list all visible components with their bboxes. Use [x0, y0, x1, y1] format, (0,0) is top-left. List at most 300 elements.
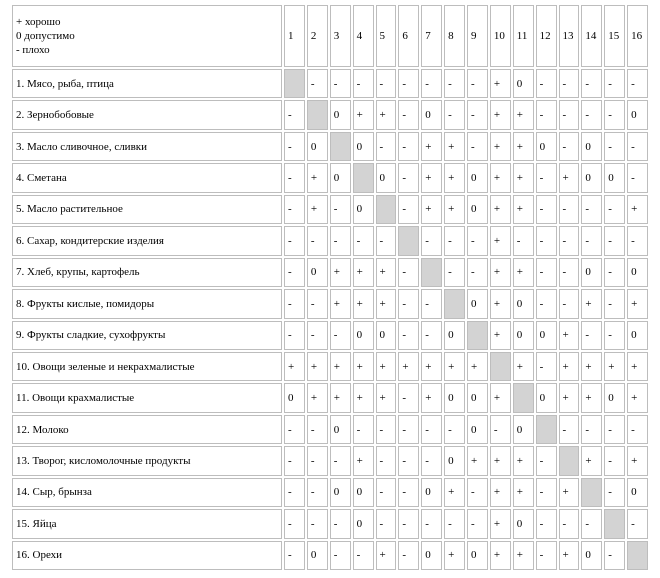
- compat-cell: +: [376, 383, 397, 412]
- compat-cell: 0: [353, 321, 374, 350]
- compat-cell: 0: [330, 163, 351, 192]
- compat-cell: -: [284, 226, 305, 255]
- compat-cell: -: [376, 132, 397, 161]
- compat-cell: -: [284, 509, 305, 538]
- column-header-16: 16: [627, 5, 648, 67]
- compat-cell: 0: [330, 100, 351, 129]
- compat-cell: -: [581, 69, 602, 98]
- compat-cell: +: [421, 352, 442, 381]
- compat-cell: 0: [467, 541, 488, 570]
- compat-cell: +: [513, 100, 534, 129]
- table-row: [12, 352, 648, 381]
- compat-cell: -: [376, 446, 397, 475]
- compat-cell: 0: [353, 195, 374, 224]
- compat-cell: -: [627, 163, 648, 192]
- compat-cell: +: [604, 352, 625, 381]
- compat-cell: -: [627, 509, 648, 538]
- compat-cell: -: [536, 226, 557, 255]
- row-label: 1. Мясо, рыба, птица: [12, 69, 282, 98]
- compat-cell: -: [490, 415, 511, 444]
- compat-cell: -: [536, 258, 557, 287]
- table-row: [12, 415, 648, 444]
- compat-cell: +: [559, 383, 580, 412]
- compat-cell: -: [284, 415, 305, 444]
- table-row: [12, 226, 648, 255]
- compat-cell: +: [421, 132, 442, 161]
- table-row: [12, 446, 648, 475]
- compat-cell: 0: [513, 289, 534, 318]
- compat-cell: -: [604, 132, 625, 161]
- compat-cell: -: [627, 415, 648, 444]
- compat-cell: -: [421, 69, 442, 98]
- legend-acceptable: 0 допустимо: [16, 30, 75, 42]
- compat-cell: -: [604, 226, 625, 255]
- diagonal-cell: [513, 383, 534, 412]
- diagonal-cell: [536, 415, 557, 444]
- compat-cell: -: [581, 415, 602, 444]
- compat-cell: -: [559, 132, 580, 161]
- compat-cell: 0: [604, 383, 625, 412]
- compat-cell: +: [353, 352, 374, 381]
- compat-cell: -: [444, 226, 465, 255]
- compat-cell: 0: [536, 132, 557, 161]
- compat-cell: -: [284, 321, 305, 350]
- compat-cell: -: [330, 69, 351, 98]
- compat-cell: 0: [467, 289, 488, 318]
- compat-cell: +: [513, 195, 534, 224]
- compat-cell: -: [353, 541, 374, 570]
- legend: [12, 5, 282, 67]
- column-header-5: 5: [376, 5, 397, 67]
- compat-cell: 0: [467, 383, 488, 412]
- compat-cell: +: [398, 352, 419, 381]
- diagonal-cell: [376, 195, 397, 224]
- compat-cell: -: [398, 509, 419, 538]
- compat-cell: +: [627, 383, 648, 412]
- column-header-3: 3: [330, 5, 351, 67]
- compat-cell: +: [376, 100, 397, 129]
- diagonal-cell: [604, 509, 625, 538]
- compat-cell: +: [490, 163, 511, 192]
- compat-cell: -: [559, 69, 580, 98]
- compat-cell: +: [376, 352, 397, 381]
- compat-cell: -: [353, 226, 374, 255]
- compat-cell: -: [536, 352, 557, 381]
- compat-cell: 0: [536, 321, 557, 350]
- compat-cell: -: [398, 478, 419, 507]
- compat-cell: -: [330, 541, 351, 570]
- compat-cell: +: [467, 446, 488, 475]
- compat-cell: 0: [444, 383, 465, 412]
- compat-cell: 0: [467, 195, 488, 224]
- compat-cell: 0: [581, 163, 602, 192]
- compat-cell: -: [398, 69, 419, 98]
- compat-cell: 0: [467, 163, 488, 192]
- compat-cell: -: [581, 100, 602, 129]
- compat-cell: 0: [421, 541, 442, 570]
- table-row: [12, 100, 648, 129]
- compat-cell: -: [559, 226, 580, 255]
- compat-cell: -: [376, 226, 397, 255]
- compat-cell: 0: [353, 509, 374, 538]
- row-label: 10. Овощи зеленые и некрахмалистые: [12, 352, 282, 381]
- column-header-15: 15: [604, 5, 625, 67]
- compat-cell: -: [559, 415, 580, 444]
- compat-cell: +: [353, 383, 374, 412]
- compat-cell: +: [513, 478, 534, 507]
- compat-cell: -: [581, 509, 602, 538]
- column-header-14: 14: [581, 5, 602, 67]
- compat-cell: +: [444, 352, 465, 381]
- compat-cell: -: [307, 226, 328, 255]
- row-label: 11. Овощи крахмалистые: [12, 383, 282, 412]
- compat-cell: -: [627, 69, 648, 98]
- table-row: [12, 321, 648, 350]
- compat-cell: -: [398, 321, 419, 350]
- table-row: [12, 478, 648, 507]
- compat-cell: -: [398, 415, 419, 444]
- column-header-4: 4: [353, 5, 374, 67]
- compat-cell: -: [444, 100, 465, 129]
- compat-cell: +: [490, 195, 511, 224]
- compat-cell: -: [398, 195, 419, 224]
- compat-cell: -: [536, 163, 557, 192]
- diagonal-cell: [444, 289, 465, 318]
- compat-cell: -: [536, 289, 557, 318]
- row-label: 12. Молоко: [12, 415, 282, 444]
- compat-cell: +: [421, 195, 442, 224]
- compat-cell: +: [307, 195, 328, 224]
- compat-cell: -: [398, 132, 419, 161]
- compat-cell: -: [444, 258, 465, 287]
- table-body: [12, 69, 648, 570]
- compat-cell: 0: [330, 415, 351, 444]
- compat-cell: +: [559, 321, 580, 350]
- row-label: 7. Хлеб, крупы, картофель: [12, 258, 282, 287]
- compat-cell: -: [536, 100, 557, 129]
- column-header-9: 9: [467, 5, 488, 67]
- legend-good: + хорошо: [16, 16, 61, 28]
- compat-cell: +: [513, 446, 534, 475]
- compat-cell: -: [421, 446, 442, 475]
- compat-cell: +: [444, 478, 465, 507]
- compat-cell: -: [330, 509, 351, 538]
- compat-cell: -: [444, 69, 465, 98]
- compat-cell: +: [490, 226, 511, 255]
- row-label: 8. Фрукты кислые, помидоры: [12, 289, 282, 318]
- compat-cell: +: [627, 289, 648, 318]
- compat-cell: -: [398, 163, 419, 192]
- compat-cell: +: [353, 289, 374, 318]
- compat-cell: -: [604, 100, 625, 129]
- compat-cell: 0: [444, 446, 465, 475]
- compat-cell: +: [490, 69, 511, 98]
- diagonal-cell: [490, 352, 511, 381]
- compat-cell: -: [421, 226, 442, 255]
- compat-cell: -: [398, 100, 419, 129]
- compat-cell: +: [513, 132, 534, 161]
- table-header-row: [12, 5, 648, 67]
- diagonal-cell: [467, 321, 488, 350]
- compat-cell: +: [353, 258, 374, 287]
- compat-cell: -: [467, 69, 488, 98]
- compat-cell: -: [284, 258, 305, 287]
- table-row: [12, 383, 648, 412]
- compat-cell: -: [284, 100, 305, 129]
- compat-cell: 0: [627, 478, 648, 507]
- compat-cell: -: [307, 289, 328, 318]
- compat-cell: -: [467, 100, 488, 129]
- compat-cell: -: [536, 446, 557, 475]
- compat-cell: +: [513, 352, 534, 381]
- legend-bad: - плохо: [16, 44, 50, 56]
- compat-cell: -: [398, 258, 419, 287]
- compat-cell: +: [330, 258, 351, 287]
- compat-cell: +: [467, 352, 488, 381]
- column-header-13: 13: [559, 5, 580, 67]
- compat-cell: -: [307, 478, 328, 507]
- compat-cell: -: [627, 226, 648, 255]
- compat-cell: +: [559, 541, 580, 570]
- compat-cell: -: [376, 69, 397, 98]
- table-row: [12, 509, 648, 538]
- compat-cell: +: [581, 383, 602, 412]
- compat-cell: -: [421, 289, 442, 318]
- compat-cell: 0: [376, 321, 397, 350]
- table-row: [12, 163, 648, 192]
- compat-cell: -: [421, 321, 442, 350]
- compat-cell: -: [284, 289, 305, 318]
- column-header-2: 2: [307, 5, 328, 67]
- table-row: [12, 195, 648, 224]
- compat-cell: -: [330, 446, 351, 475]
- compat-cell: -: [536, 69, 557, 98]
- compat-cell: 0: [376, 163, 397, 192]
- column-header-10: 10: [490, 5, 511, 67]
- row-label: 3. Масло сливочное, сливки: [12, 132, 282, 161]
- compat-cell: -: [284, 132, 305, 161]
- compat-cell: +: [307, 352, 328, 381]
- compat-cell: -: [467, 132, 488, 161]
- row-label: 2. Зернобобовые: [12, 100, 282, 129]
- compat-cell: +: [490, 321, 511, 350]
- compat-cell: -: [467, 478, 488, 507]
- diagonal-cell: [627, 541, 648, 570]
- compat-cell: +: [581, 352, 602, 381]
- compat-cell: 0: [536, 383, 557, 412]
- compat-cell: +: [513, 258, 534, 287]
- compat-cell: +: [490, 100, 511, 129]
- compat-cell: -: [604, 541, 625, 570]
- table-row: [12, 258, 648, 287]
- compat-cell: 0: [307, 132, 328, 161]
- compat-cell: +: [627, 352, 648, 381]
- compat-cell: -: [421, 415, 442, 444]
- row-label: 9. Фрукты сладкие, сухофрукты: [12, 321, 282, 350]
- compat-cell: -: [513, 226, 534, 255]
- row-label: 14. Сыр, брынза: [12, 478, 282, 507]
- compat-cell: -: [581, 195, 602, 224]
- compat-cell: +: [307, 383, 328, 412]
- compat-cell: +: [490, 509, 511, 538]
- compat-cell: -: [627, 132, 648, 161]
- compat-cell: -: [604, 289, 625, 318]
- compat-cell: -: [604, 69, 625, 98]
- compat-cell: -: [330, 321, 351, 350]
- row-label: 6. Сахар, кондитерские изделия: [12, 226, 282, 255]
- compat-cell: +: [559, 478, 580, 507]
- compat-cell: 0: [513, 69, 534, 98]
- compat-cell: 0: [581, 258, 602, 287]
- compat-cell: +: [421, 383, 442, 412]
- compat-cell: +: [284, 352, 305, 381]
- compat-cell: 0: [284, 383, 305, 412]
- compat-cell: +: [490, 478, 511, 507]
- diagonal-cell: [581, 478, 602, 507]
- diagonal-cell: [307, 100, 328, 129]
- compat-cell: +: [627, 195, 648, 224]
- compat-cell: 0: [627, 100, 648, 129]
- column-header-8: 8: [444, 5, 465, 67]
- compat-cell: 0: [421, 100, 442, 129]
- diagonal-cell: [284, 69, 305, 98]
- compat-cell: -: [376, 509, 397, 538]
- compat-cell: -: [284, 541, 305, 570]
- diagonal-cell: [330, 132, 351, 161]
- compat-cell: -: [604, 415, 625, 444]
- compat-cell: -: [581, 226, 602, 255]
- diagonal-cell: [353, 163, 374, 192]
- compat-cell: +: [444, 163, 465, 192]
- compat-cell: -: [307, 446, 328, 475]
- compat-cell: -: [444, 415, 465, 444]
- compat-cell: +: [353, 446, 374, 475]
- compat-cell: -: [604, 258, 625, 287]
- compat-cell: 0: [307, 541, 328, 570]
- compat-cell: -: [376, 415, 397, 444]
- compat-cell: -: [604, 478, 625, 507]
- column-header-7: 7: [421, 5, 442, 67]
- compat-cell: 0: [581, 541, 602, 570]
- compat-cell: -: [284, 446, 305, 475]
- compat-cell: -: [398, 383, 419, 412]
- compat-cell: -: [467, 258, 488, 287]
- compat-cell: 0: [307, 258, 328, 287]
- compat-cell: -: [536, 195, 557, 224]
- compat-cell: 0: [353, 132, 374, 161]
- compat-cell: -: [398, 541, 419, 570]
- compat-cell: +: [627, 446, 648, 475]
- compat-cell: 0: [581, 132, 602, 161]
- compat-cell: -: [330, 195, 351, 224]
- compat-cell: +: [444, 132, 465, 161]
- compat-cell: +: [353, 100, 374, 129]
- compat-cell: -: [376, 478, 397, 507]
- compat-cell: -: [307, 69, 328, 98]
- compat-cell: 0: [627, 321, 648, 350]
- compat-cell: -: [536, 478, 557, 507]
- compat-cell: +: [490, 132, 511, 161]
- compat-cell: 0: [353, 478, 374, 507]
- compat-cell: +: [490, 289, 511, 318]
- compat-cell: +: [444, 541, 465, 570]
- column-header-12: 12: [536, 5, 557, 67]
- row-label: 4. Сметана: [12, 163, 282, 192]
- compat-cell: -: [559, 195, 580, 224]
- compat-cell: -: [604, 321, 625, 350]
- column-header-6: 6: [398, 5, 419, 67]
- compat-cell: +: [376, 541, 397, 570]
- compat-cell: +: [490, 383, 511, 412]
- column-header-1: 1: [284, 5, 305, 67]
- compat-cell: -: [307, 321, 328, 350]
- compat-cell: +: [513, 163, 534, 192]
- compat-cell: +: [490, 541, 511, 570]
- compat-cell: -: [307, 415, 328, 444]
- diagonal-cell: [559, 446, 580, 475]
- compat-cell: 0: [627, 258, 648, 287]
- compat-cell: -: [536, 509, 557, 538]
- compat-cell: -: [284, 163, 305, 192]
- compat-cell: -: [307, 509, 328, 538]
- row-label: 13. Творог, кисломолочные продукты: [12, 446, 282, 475]
- compat-cell: 0: [444, 321, 465, 350]
- compat-cell: +: [513, 541, 534, 570]
- row-label: 16. Орехи: [12, 541, 282, 570]
- diagonal-cell: [398, 226, 419, 255]
- compat-cell: +: [330, 289, 351, 318]
- compat-cell: -: [467, 226, 488, 255]
- compat-cell: +: [559, 163, 580, 192]
- table-row: [12, 69, 648, 98]
- compat-cell: 0: [604, 163, 625, 192]
- table-row: [12, 132, 648, 161]
- compat-cell: 0: [330, 478, 351, 507]
- compat-cell: -: [604, 446, 625, 475]
- compat-cell: +: [421, 163, 442, 192]
- diagonal-cell: [421, 258, 442, 287]
- compat-cell: -: [421, 509, 442, 538]
- compat-cell: -: [559, 258, 580, 287]
- compat-cell: 0: [513, 415, 534, 444]
- compat-cell: -: [467, 509, 488, 538]
- compat-cell: -: [536, 541, 557, 570]
- compat-cell: 0: [421, 478, 442, 507]
- compat-cell: +: [376, 258, 397, 287]
- table-row: [12, 289, 648, 318]
- compat-cell: +: [307, 163, 328, 192]
- compat-cell: +: [330, 352, 351, 381]
- compat-cell: -: [581, 321, 602, 350]
- compat-cell: +: [376, 289, 397, 318]
- compat-cell: 0: [513, 509, 534, 538]
- compat-cell: +: [490, 446, 511, 475]
- compat-cell: -: [444, 509, 465, 538]
- compat-cell: +: [490, 258, 511, 287]
- compat-cell: -: [559, 100, 580, 129]
- compat-cell: -: [353, 415, 374, 444]
- compat-cell: +: [444, 195, 465, 224]
- compat-cell: -: [604, 195, 625, 224]
- compat-cell: -: [398, 446, 419, 475]
- compat-cell: -: [559, 509, 580, 538]
- compat-cell: +: [581, 446, 602, 475]
- compat-cell: -: [559, 289, 580, 318]
- table-row: [12, 541, 648, 570]
- column-header-11: 11: [513, 5, 534, 67]
- compat-cell: -: [284, 195, 305, 224]
- compat-cell: -: [284, 478, 305, 507]
